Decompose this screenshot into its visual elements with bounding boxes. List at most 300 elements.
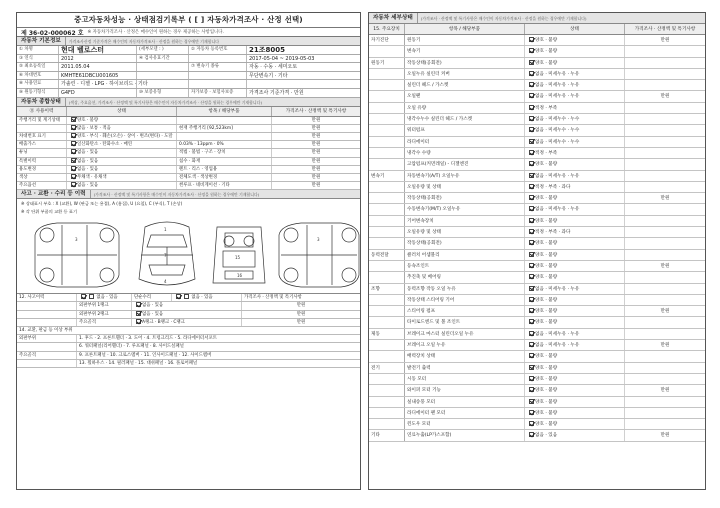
detail-state-checkbox-1[interactable] (529, 319, 534, 324)
basic-value-1: 현대 벨로스터 (59, 46, 137, 54)
accident-history-row (17, 294, 360, 302)
detail-major (369, 193, 405, 203)
detail-major (369, 216, 405, 226)
detail-item: 오일 유량 (405, 103, 525, 113)
detail-state-checkbox-1[interactable] (529, 240, 534, 245)
status-part (177, 133, 272, 140)
detail-state-checkbox-1[interactable] (529, 60, 534, 65)
detail-state (525, 363, 625, 373)
basic-label-2 (189, 72, 247, 80)
detail-state-checkbox-1[interactable] (529, 286, 534, 291)
svg-text:3: 3 (75, 237, 78, 243)
detail-state-checkbox-1[interactable] (529, 71, 534, 76)
col-fee: 가격조사 · 산정액 및 특기사항 (285, 108, 347, 114)
status-state-checkbox-1[interactable] (71, 133, 76, 138)
detail-fee: 만원 (660, 38, 670, 43)
status-row (17, 166, 360, 174)
detail-fee: 만원 (660, 309, 670, 315)
basic-label-2: ② 자동차 등록번호 (189, 46, 247, 54)
status-state-checkbox-1[interactable] (71, 166, 76, 171)
simple-repair-yes-checkbox[interactable] (184, 294, 189, 299)
exchange-row (17, 343, 360, 351)
detail-fee (625, 272, 705, 282)
detail-state (525, 171, 625, 181)
detail-state-checkbox-1[interactable] (529, 399, 534, 404)
status-row (17, 125, 360, 133)
detail-major (369, 148, 405, 158)
accident-history-label: 12. 사고이력 (17, 294, 77, 301)
detail-fee (625, 329, 705, 339)
detail-state-checkbox-1[interactable] (529, 297, 534, 302)
accident-header (17, 190, 360, 199)
detail-state (525, 80, 625, 90)
status-state-checkbox-1[interactable] (71, 125, 76, 130)
detail-state (525, 340, 625, 350)
detail-row (369, 125, 705, 136)
detail-state-checkbox-1[interactable] (529, 387, 534, 392)
status-state-text: 양호 · 부식 · 훼손(오손) · 상이 · 변조(변타) · 도말 (77, 133, 173, 139)
detail-row (369, 46, 705, 57)
basic-sub-label (137, 80, 189, 88)
basic-label-1: ⑥ 차대번호 (17, 72, 59, 80)
detail-state-text: 없음 · 미세누유 · 누유 (535, 83, 580, 89)
basic-sub-label (137, 72, 189, 80)
status-fee: 만원 (311, 133, 321, 139)
detail-state-text: 양호 · 불량 (535, 263, 558, 269)
status-part: 렌트 · 리스 · 영업용 (177, 166, 272, 173)
status-state-checkbox-1[interactable] (71, 174, 76, 179)
detail-state-checkbox-1[interactable] (529, 195, 534, 200)
detail-state (525, 272, 625, 282)
left-sheet (16, 12, 361, 490)
detail-item: 스티어링 펌프 (405, 306, 525, 316)
frame-rank-fee: 만원 (296, 311, 306, 317)
detail-state-checkbox-1[interactable] (529, 274, 534, 279)
col-state: 상태 (525, 24, 625, 34)
car-diagram-area (17, 199, 360, 294)
detail-state-text: 없음 · 있음 (535, 433, 558, 439)
detail-state-checkbox-1[interactable] (529, 410, 534, 415)
frame-row-group (17, 302, 77, 309)
detail-state-checkbox-1[interactable] (529, 48, 534, 53)
detail-state (525, 46, 625, 56)
detail-state-text: 없음 · 미세누수 · 누수 (535, 139, 580, 145)
accident-history-value: 없음 · 있음 (77, 294, 132, 301)
detail-row (369, 295, 705, 306)
status-part: 전체도색 · 색상변경 (177, 174, 272, 181)
frame-rank-value (132, 302, 242, 309)
detail-state-checkbox-1[interactable] (529, 150, 534, 155)
detail-row (369, 80, 705, 91)
detail-state (525, 193, 625, 203)
simple-repair-none-checkbox[interactable] (176, 294, 181, 299)
detail-row (369, 238, 705, 249)
detail-state-text: 양호 · 불량 (535, 49, 558, 55)
status-part: 침수 · 화재 (177, 158, 272, 165)
detail-state (525, 430, 625, 440)
accident-yes-checkbox[interactable] (89, 294, 94, 299)
detail-state-text: 양호 · 불량 (535, 297, 558, 303)
basic-value-1: 가솔린 · 디젤 · LPG · 하이브리드 · 기타 (61, 81, 148, 88)
detail-state-text: 양호 · 불량 (535, 365, 558, 371)
detail-state (525, 159, 625, 169)
basic-value-1: KMHTE61DBCU001605 (59, 72, 137, 80)
detail-state-text: 적정 · 부족 (535, 105, 558, 111)
frame-row-group (17, 319, 77, 326)
detail-item: 냉각수 수량 (405, 148, 525, 158)
detail-state-checkbox-1[interactable] (529, 432, 534, 437)
legend-parts: ※ 각 단위 부품의 교환 등 표기 (21, 209, 77, 215)
detail-fee (625, 284, 705, 294)
detail-row (369, 397, 705, 408)
status-state-checkbox-1[interactable] (71, 158, 76, 163)
simple-repair-value: 없음 · 있음 (172, 294, 242, 301)
detail-major (369, 295, 405, 305)
basic-value-1: G4FD (59, 89, 137, 97)
detail-state-text: 없음 · 미세누유 · 누유 (535, 286, 580, 292)
detail-item: 실내송풍 모터 (405, 397, 525, 407)
detail-fee: 만원 (660, 388, 670, 394)
detail-major (369, 408, 405, 418)
status-fee: 만원 (311, 142, 321, 148)
detail-state-text: 없음 · 미세누유 · 누유 (535, 71, 580, 77)
detail-fee (625, 148, 705, 158)
status-state (67, 133, 177, 140)
detail-state-checkbox-1[interactable] (529, 206, 534, 211)
details-column-header (369, 24, 705, 35)
detail-state (525, 261, 625, 271)
status-desc: (색상, 주요옵션, 가격조사 · 산정액 및 특기사항은 매수인이 자동차가격조사 · 산정을 원하는 경우에만 기재합니다) (68, 99, 262, 105)
detail-state (525, 91, 625, 101)
status-item: 특별이력 (17, 158, 67, 165)
detail-item: 수동변속기(M/T) 오일누유 (405, 204, 525, 214)
right-sheet (368, 12, 706, 490)
detail-state-text: 적정 · 부족 · 과다 (535, 230, 571, 236)
detail-fee (625, 419, 705, 429)
simple-repair-label: 단순수리 (132, 294, 172, 301)
status-row (17, 141, 360, 149)
detail-state (525, 408, 625, 418)
status-part: 현재 주행거리 [92,523km] (177, 125, 272, 132)
detail-state-checkbox-1[interactable] (529, 105, 534, 110)
frame-rank-value-text: 없음 · 있음 (142, 303, 164, 309)
document-number-row (17, 27, 360, 37)
status-row (17, 158, 360, 166)
detail-item: 냉각수누수 실린더 헤드 / 가스켓 (405, 114, 525, 124)
detail-row (369, 385, 705, 396)
frame-rank-fee: 만원 (296, 303, 306, 309)
basic-info-row (17, 89, 360, 98)
frame-rank-checkbox-1[interactable] (136, 319, 141, 324)
detail-state-checkbox-1[interactable] (529, 139, 534, 144)
detail-row (369, 351, 705, 362)
detail-major (369, 351, 405, 361)
detail-item: 작동상태(공회전) (405, 58, 525, 68)
detail-item: 클러치 어셈블리 (405, 250, 525, 260)
detail-fee (625, 295, 705, 305)
detail-row (369, 363, 705, 374)
status-item: 색상 (17, 174, 67, 181)
detail-fee (625, 227, 705, 237)
detail-state (525, 216, 625, 226)
status-fee: 만원 (311, 174, 321, 180)
status-fee: 만원 (311, 125, 321, 131)
svg-text:1: 1 (164, 227, 167, 233)
frame-rank-checkbox-1[interactable] (136, 302, 141, 307)
detail-major (369, 80, 405, 90)
basic-label-1: ⑧ 사용연료 (17, 80, 59, 88)
status-row (17, 182, 360, 190)
detail-item: 브레이크 오일 누유 (405, 340, 525, 350)
status-state-text: 없음 · 있음 (77, 183, 99, 189)
detail-state-checkbox-1[interactable] (529, 342, 534, 347)
detail-major (369, 46, 405, 56)
status-part: 0.03% · 13ppm · 0% (177, 141, 272, 148)
detail-state (525, 284, 625, 294)
detail-major (369, 340, 405, 350)
detail-item: 자동변속기(A/T) 오일누유 (405, 171, 525, 181)
status-state-text: 무채색 · 유채색 (77, 174, 107, 180)
accident-none-checkbox[interactable] (81, 294, 86, 299)
detail-state-checkbox-1[interactable] (529, 173, 534, 178)
basic-value-1: 2011.05.04 (59, 63, 137, 71)
frame-rank-value-text: A랭크 · B랭크 · C랭크 (142, 319, 185, 325)
basic-value-2 (247, 80, 360, 88)
status-item (17, 125, 67, 132)
detail-state (525, 397, 625, 407)
status-state-checkbox-1[interactable] (71, 149, 76, 154)
svg-text:15: 15 (235, 255, 241, 261)
basic-info-row (17, 46, 360, 55)
detail-major (369, 204, 405, 214)
detail-state-text: 양호 · 불량 (535, 309, 558, 315)
col-item: 항목 / 해당부품 (405, 24, 525, 34)
svg-text:4: 4 (164, 279, 167, 285)
detail-major: 자기진단 (369, 35, 405, 45)
status-state (67, 149, 177, 156)
detail-row (369, 35, 705, 46)
document-note: ※ 자동차가격조사 · 산정은 매수인이 원하는 경우 제공하는 사항입니다. (87, 30, 224, 35)
detail-item: 등속조인트 (405, 261, 525, 271)
frame-rank-row (17, 302, 360, 310)
detail-major: 변속기 (369, 171, 405, 181)
status-item: 차대번호 표기 (17, 133, 67, 140)
status-state (67, 141, 177, 148)
detail-state-text: 양호 · 불량 (535, 376, 558, 382)
detail-state (525, 317, 625, 327)
basic-info-desc: 가격조사산정 기준가격은 매수인의 자동차가격조사 · 산정을 원하는 경우에만 기재합니다 (68, 39, 219, 44)
frame-rank-row (17, 311, 360, 319)
basic-label-1: ⑨ 원동기형식 (17, 89, 59, 97)
detail-fee (625, 137, 705, 147)
detail-fee (625, 250, 705, 260)
detail-item: 시동 모터 (405, 374, 525, 384)
frame-rank-value (132, 311, 242, 318)
exchange-parts: 1. 후드 · 2. 프론트휀더 · 3. 도어 · 4. 트렁크리드 · 5. 라디에이터서포트 (79, 336, 217, 342)
detail-major: 기타 (369, 430, 405, 440)
status-state (67, 117, 177, 124)
detail-fee (625, 159, 705, 169)
col-state: 상태 (67, 107, 177, 116)
detail-fee (625, 171, 705, 181)
status-title: 자동차 종합상태 (17, 98, 66, 106)
detail-state (525, 182, 625, 192)
detail-state-checkbox-1[interactable] (529, 161, 534, 166)
detail-state-checkbox-1[interactable] (529, 116, 534, 121)
detail-state (525, 35, 625, 45)
detail-item: 라디에이터 팬 모터 (405, 408, 525, 418)
detail-state-checkbox-1[interactable] (529, 263, 534, 268)
frame-rank-value (132, 319, 242, 326)
detail-fee (625, 69, 705, 79)
status-state-checkbox-1[interactable] (71, 141, 76, 146)
details-table (369, 35, 705, 442)
detail-state-text: 양호 · 불량 (535, 252, 558, 258)
detail-item: 동력조향 작동 오일 누유 (405, 284, 525, 294)
detail-fee (625, 351, 705, 361)
basic-value-2: 자동 · 수동 · 세미오토 (249, 64, 298, 71)
basic-info-title: 자동차 기본정보 (17, 37, 66, 45)
basic-label-2: ⑦ 변속기 종류 (189, 63, 247, 71)
status-state-text: 양호 · 불량 (77, 117, 99, 123)
exchange-table (17, 335, 360, 368)
status-state (67, 182, 177, 189)
detail-major: 전기 (369, 363, 405, 373)
svg-text:7: 7 (164, 253, 167, 259)
detail-state-checkbox-1[interactable] (529, 421, 534, 426)
detail-item: 추진축 및 베어링 (405, 272, 525, 282)
basic-label-2 (189, 80, 247, 88)
detail-row (369, 193, 705, 204)
detail-state-text: 없음 · 미세누수 · 누수 (535, 128, 580, 134)
detail-row (369, 430, 705, 441)
detail-row (369, 340, 705, 351)
col-major: 15. 주요장치 (369, 24, 405, 34)
status-row (17, 133, 360, 141)
detail-state (525, 351, 625, 361)
detail-state (525, 295, 625, 305)
basic-info-row (17, 63, 360, 72)
detail-fee (625, 80, 705, 90)
status-item: 튜닝 (17, 149, 67, 156)
detail-state-checkbox-1[interactable] (529, 252, 534, 257)
detail-state (525, 374, 625, 384)
status-state (67, 158, 177, 165)
detail-fee (625, 103, 705, 113)
detail-state-text: 없음 · 미세누유 · 누유 (535, 343, 580, 349)
detail-state (525, 238, 625, 248)
accident-desc: (가격조사 · 산정액 및 특기사항은 매수인이 자동차가격조사 · 산정을 원하는 경우에만 기재합니다) (93, 192, 260, 198)
detail-fee (625, 114, 705, 124)
status-fee: 만원 (311, 117, 321, 123)
status-state (67, 174, 177, 181)
detail-fee (625, 58, 705, 68)
detail-state (525, 69, 625, 79)
detail-state-checkbox-1[interactable] (529, 37, 534, 42)
detail-row (369, 103, 705, 114)
detail-row (369, 137, 705, 148)
detail-fee (625, 397, 705, 407)
basic-sub-label: ④ 검사유효기간 (137, 55, 189, 63)
detail-major (369, 317, 405, 327)
detail-item: 연료누출(LP가스포함) (405, 430, 525, 440)
detail-item: 브레이크 마스터 실린더오일 누유 (405, 329, 525, 339)
status-item: 주행거리 및 계기상태 (17, 117, 67, 124)
status-part: 썬루프 · 네비게이션 · 기타 (177, 182, 272, 189)
status-state (67, 166, 177, 173)
legend-symbols: ※ 상태표시 부호 : X (교환), W (판금 또는 용접), A (흠집), U (요철), C (부식), T (손상) (21, 201, 183, 207)
detail-major (369, 114, 405, 124)
status-row (17, 174, 360, 182)
detail-row (369, 69, 705, 80)
detail-state (525, 103, 625, 113)
detail-fee (625, 363, 705, 373)
detail-item: 오일유량 및 상태 (405, 182, 525, 192)
detail-item: 실린더 헤드 / 가스켓 (405, 80, 525, 90)
frame-rank-checkbox-1[interactable] (136, 311, 141, 316)
detail-major (369, 238, 405, 248)
detail-row (369, 91, 705, 102)
basic-sub-label: (세부모델 : ) (137, 46, 189, 54)
detail-state (525, 114, 625, 124)
detail-row (369, 272, 705, 283)
status-state-checkbox-1[interactable] (71, 117, 76, 122)
status-row (17, 117, 360, 125)
detail-state-checkbox-1[interactable] (529, 376, 534, 381)
svg-text:3: 3 (317, 237, 320, 243)
detail-item: 라디에이터 (405, 137, 525, 147)
detail-state-checkbox-1[interactable] (529, 353, 534, 358)
detail-state-checkbox-1[interactable] (529, 93, 534, 98)
status-state (67, 125, 177, 132)
basic-label-1: ③ 연식 (17, 55, 59, 63)
detail-state (525, 137, 625, 147)
basic-value-1: 2012 (59, 55, 137, 63)
status-header (17, 98, 360, 107)
detail-state-checkbox-1[interactable] (529, 365, 534, 370)
detail-state-checkbox-1[interactable] (529, 184, 534, 189)
basic-info-table (17, 46, 360, 98)
detail-major (369, 91, 405, 101)
detail-state-text: 적정 · 부족 · 과다 (535, 184, 571, 190)
detail-fee: 만원 (660, 263, 670, 269)
detail-row (369, 182, 705, 193)
detail-item: 작동상태(공회전) (405, 193, 525, 203)
detail-state-checkbox-1[interactable] (529, 127, 534, 132)
detail-state-text: 양호 · 불량 (535, 399, 558, 405)
basic-label-2 (189, 55, 247, 63)
detail-row (369, 317, 705, 328)
detail-state-checkbox-1[interactable] (529, 331, 534, 336)
detail-state-checkbox-1[interactable] (529, 218, 534, 223)
status-state-text: 일산화탄소 · 탄화수소 · 매연 (77, 142, 133, 148)
detail-fee (625, 204, 705, 214)
svg-text:16: 16 (237, 273, 243, 279)
status-state-checkbox-1[interactable] (71, 182, 76, 187)
status-state-text: 없음 · 있음 (77, 150, 99, 156)
detail-fee: 만원 (660, 343, 670, 349)
status-fee: 만원 (311, 158, 321, 164)
frame-rank-label: 주요골격 (77, 319, 132, 326)
status-row (17, 149, 360, 157)
status-item: 주요옵션 (17, 182, 67, 189)
status-state-text: 없음 · 있음 (77, 166, 99, 172)
status-fee: 만원 (311, 166, 321, 172)
detail-state-checkbox-1[interactable] (529, 308, 534, 313)
detail-state-checkbox-1[interactable] (529, 82, 534, 87)
detail-major: 조향 (369, 284, 405, 294)
detail-state-checkbox-1[interactable] (529, 229, 534, 234)
